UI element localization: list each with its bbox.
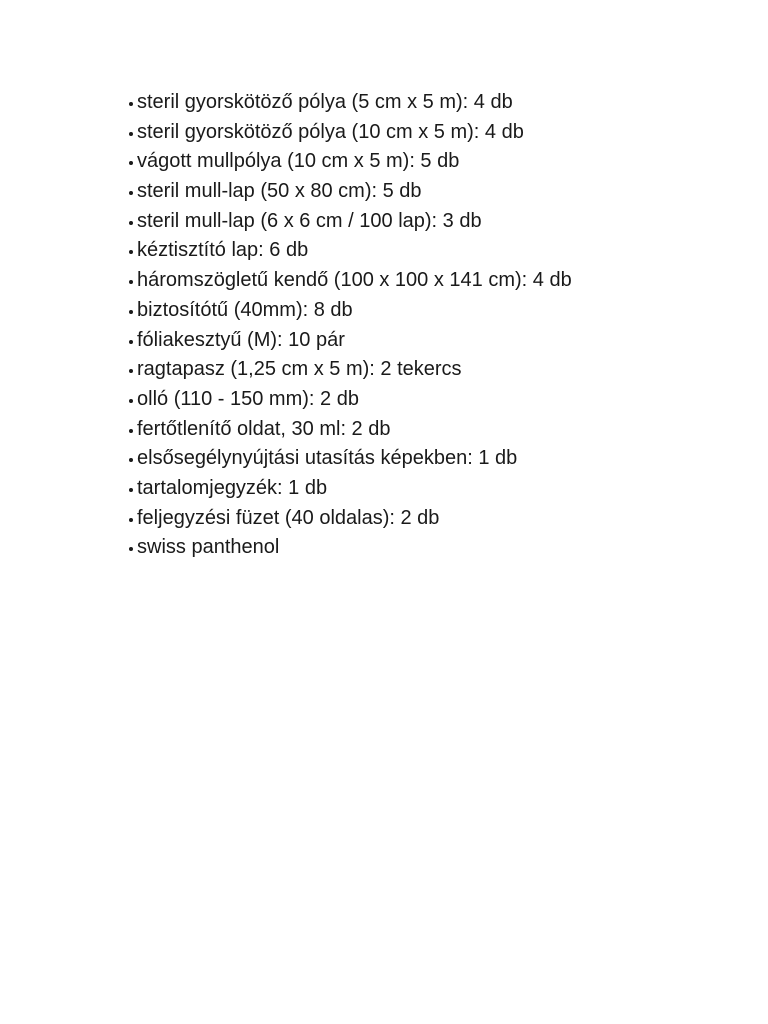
list-item-text: vágott mullpólya (10 cm x 5 m): 5 db (137, 150, 460, 173)
list-item-text: biztosítótű (40mm): 8 db (137, 298, 353, 321)
list-item (129, 118, 572, 148)
list-item (129, 355, 572, 385)
list-item-text: kéztisztító lap: 6 db (137, 239, 309, 262)
list-item-text: steril gyorskötöző pólya (5 cm x 5 m): 4 db (137, 91, 513, 113)
first-aid-item-list (129, 88, 572, 563)
bullet-icon (129, 132, 133, 136)
list-item-text: swiss panthenol (137, 536, 280, 559)
bullet-icon (129, 369, 133, 373)
list-item (129, 504, 572, 534)
list-item (129, 444, 572, 474)
bullet-icon (129, 399, 133, 403)
list-item (129, 177, 572, 207)
bullet-icon (129, 191, 133, 195)
list-item (129, 533, 572, 563)
list-item-text: fóliakesztyű (M): 10 pár (137, 328, 345, 351)
bullet-icon (129, 547, 133, 551)
list-item (129, 88, 572, 118)
list-item-text: olló (110 - 150 mm): 2 db (137, 387, 359, 410)
list-item-text: ragtapasz (1,25 cm x 5 m): 2 tekercs (137, 358, 462, 381)
list-item-text: háromszögletű kendő (100 x 100 x 141 cm): 4 db (137, 269, 572, 292)
bullet-icon (129, 250, 133, 254)
list-item (129, 415, 572, 445)
list-item (129, 326, 572, 356)
bullet-icon (129, 340, 133, 344)
list-item-text: steril gyorskötöző pólya (10 cm x 5 m): 4 db (137, 120, 524, 143)
list-item (129, 296, 572, 326)
list-item-text: fertőtlenítő oldat, 30 ml: 2 db (137, 417, 391, 440)
bullet-icon (129, 429, 133, 433)
list-item (129, 236, 572, 266)
bullet-icon (129, 161, 133, 165)
list-item-text: elsősegélynyújtási utasítás képekben: 1 db (137, 447, 518, 470)
bullet-icon (129, 488, 133, 492)
bullet-icon (129, 280, 133, 284)
list-item-text: steril mull-lap (50 x 80 cm): 5 db (137, 180, 422, 203)
list-item-text: tartalomjegyzék: 1 db (137, 476, 328, 499)
list-item (129, 207, 572, 237)
list-item-text: feljegyzési füzet (40 oldalas): 2 db (137, 506, 440, 529)
bullet-icon (129, 221, 133, 225)
list-item (129, 385, 572, 415)
list-item-text: steril mull-lap (6 x 6 cm / 100 lap): 3 db (137, 209, 482, 232)
bullet-icon (129, 102, 133, 106)
list-item (129, 266, 572, 296)
list-item (129, 474, 572, 504)
bullet-icon (129, 458, 133, 462)
bullet-icon (129, 518, 133, 522)
list-item (129, 147, 572, 177)
bullet-icon (129, 310, 133, 314)
